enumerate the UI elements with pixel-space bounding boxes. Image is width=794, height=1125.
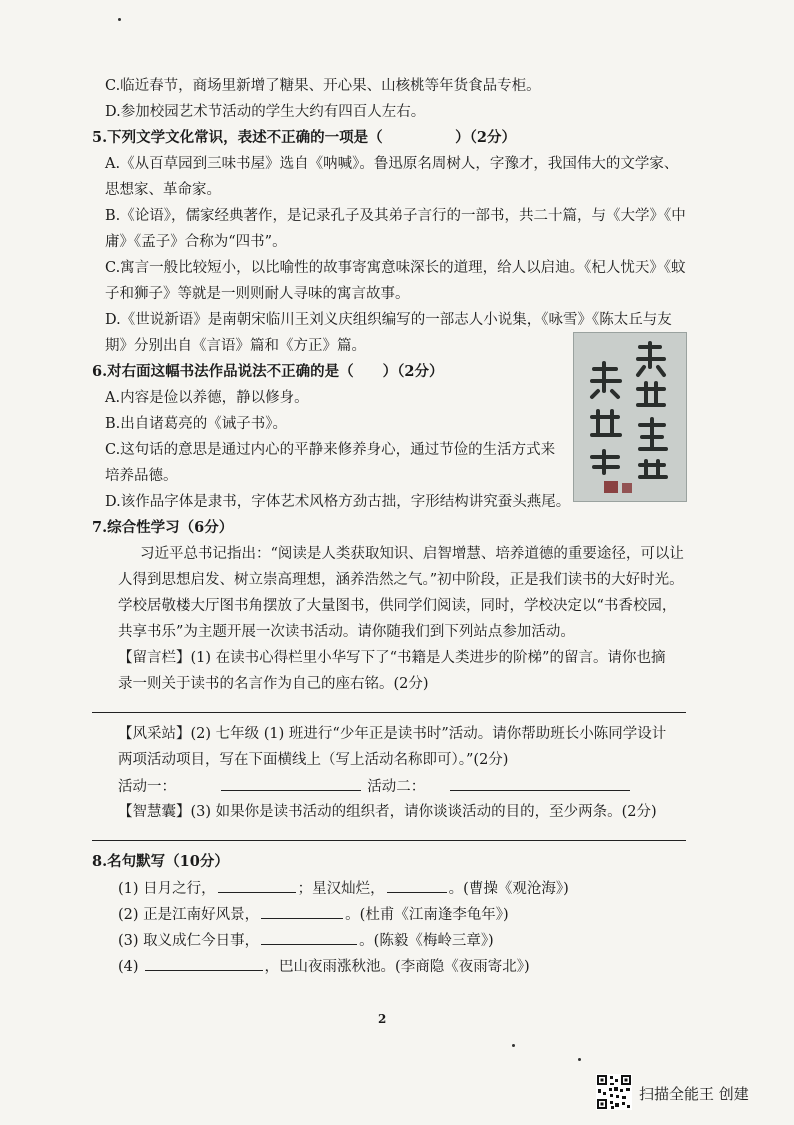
q7-paragraph-line-1: 习近平总书记指出：“阅读是人类获取知识、启智增慧、培养道德的重要途径，可以让 — [140, 546, 684, 562]
q6-option-d: D.该作品字体是隶书，字体艺术风格方劲古拙，字形结构讲究蚕头燕尾。 — [105, 494, 571, 510]
q4-option-d: D.参加校园艺术节活动的学生大约有四百人左右。 — [105, 104, 426, 120]
q6-option-c-cont: 培养品德。 — [105, 468, 178, 484]
q6-option-b: B.出自诸葛亮的《诫子书》。 — [105, 416, 288, 432]
question-8: 8.名句默写（10分） — [92, 853, 229, 870]
q7-wisdom-bag: 【智慧囊】(3) 如果你是读书活动的组织者，请你谈谈活动的目的，至少两条。(2分) — [118, 804, 657, 820]
question-5: 5.下列文学文化常识，表述不正确的一项是（ ）（2分） — [92, 129, 516, 146]
q8-item-4-number: (4) — [118, 959, 139, 975]
q4-option-c: C.临近春节，商场里新增了糖果、开心果、山核桃等年货食品专柜。 — [105, 78, 541, 94]
q8-item-2-text-b: 。(杜甫《江南逢李龟年》) — [345, 907, 509, 923]
q8-item-4-blank[interactable] — [145, 956, 263, 971]
question-6: 6.对右面这幅书法作品说法不正确的是（ ）（2分） — [92, 363, 444, 380]
q8-item-1-text-a: (1) 日月之行， — [118, 881, 216, 897]
activity-2-blank[interactable] — [450, 776, 630, 791]
q8-item-3-text-a: (3) 取义成仁今日事， — [118, 933, 260, 949]
q7-paragraph-line-3: 学校居敬楼大厅图书角摆放了大量图书，供同学们阅读，同时，学校决定以“书香校园， — [118, 598, 677, 614]
q8-item-4 — [118, 956, 718, 977]
question-7: 7.综合性学习（6分） — [92, 519, 234, 536]
calligraphy-image — [573, 332, 687, 502]
q8-item-1 — [118, 878, 718, 899]
answer-line-1[interactable] — [92, 712, 686, 713]
q6-option-c: C.这句话的意思是通过内心的平静来修养身心，通过节俭的生活方式来 — [105, 442, 556, 458]
calligraphy-strokes — [574, 333, 686, 501]
q7-activities-row — [118, 776, 718, 797]
q8-item-3-blank[interactable] — [261, 930, 357, 945]
q6-option-a: A.内容是俭以养德，静以修身。 — [105, 390, 309, 406]
q5-option-d-cont: 期》分别出自《言语》篇和《方正》篇。 — [105, 338, 366, 354]
q8-item-3-text-b: 。(陈毅《梅岭三章》) — [359, 933, 494, 949]
q7-paragraph-line-2: 人得到思想启发、树立崇高理想，涵养浩然之气。”初中阶段，正是我们读书的大好时光。 — [118, 572, 684, 588]
q8-item-4-text: ，巴山夜雨涨秋池。(李商隐《夜雨寄北》) — [264, 959, 530, 975]
answer-line-2[interactable] — [92, 840, 686, 841]
q8-item-2-blank[interactable] — [261, 904, 343, 919]
q5-option-c: C.寓言一般比较短小，以比喻性的故事寄寓意味深长的道理，给人以启迪。《杞人忧天》《蚊 — [105, 260, 686, 276]
q5-option-b: B.《论语》，儒家经典著作，是记录孔子及其弟子言行的一部书，共二十篇，与《大学》《中 — [105, 208, 686, 224]
q7-paragraph-line-4: 共享书乐”为主题开展一次读书活动。请你随我们到下列站点参加活动。 — [118, 624, 575, 640]
qr-code-icon — [596, 1074, 632, 1110]
scanner-watermark: 扫描全能王 创建 — [639, 1085, 749, 1103]
q7-style-station-2: 两项活动项目，写在下面横线上（写上活动名称即可）。”(2分) — [118, 752, 509, 768]
q5-option-c-cont: 子和狮子》等就是一则则耐人寻味的寓言故事。 — [105, 286, 410, 302]
q5-option-a-cont: 思想家、革命家。 — [105, 182, 221, 198]
q5-option-a: A.《从百草园到三味书屋》选自《呐喊》。鲁迅原名周树人，字豫才，我国伟大的文学家、 — [105, 156, 679, 172]
activity-1-blank[interactable] — [221, 776, 361, 791]
scan-speck — [512, 1044, 515, 1047]
q8-item-3 — [118, 930, 718, 951]
activity-2-label: 活动二： — [367, 779, 426, 795]
q8-item-1-blank-a[interactable] — [218, 878, 296, 893]
q5-option-d: D.《世说新语》是南朝宋临川王刘义庆组织编写的一部志人小说集，《咏雪》《陈太丘与友 — [105, 312, 672, 328]
q8-item-2 — [118, 904, 718, 925]
page-number: 2 — [378, 1012, 387, 1026]
scan-speck — [578, 1058, 581, 1061]
q8-item-1-text-c: 。(曹操《观沧海》) — [448, 881, 569, 897]
q8-item-1-blank-b[interactable] — [387, 878, 447, 893]
q7-message-board-1: 【留言栏】(1) 在读书心得栏里小华写下了“书籍是人类进步的阶梯”的留言。请你也摘 — [118, 650, 666, 666]
q8-item-1-text-b: ；星汉灿烂， — [297, 881, 385, 897]
activity-1-label: 活动一： — [118, 779, 176, 795]
q5-option-b-cont: 庸》《孟子》合称为“四书”。 — [105, 234, 287, 250]
q7-message-board-2: 录一则关于读书的名言作为自己的座右铭。(2分) — [118, 676, 429, 692]
q8-item-2-text-a: (2) 正是江南好风景， — [118, 907, 260, 923]
scan-speck — [118, 18, 121, 21]
q7-style-station-1: 【风采站】(2) 七年级 (1) 班进行“少年正是读书时”活动。请你帮助班长小陈同学设计 — [118, 726, 667, 742]
